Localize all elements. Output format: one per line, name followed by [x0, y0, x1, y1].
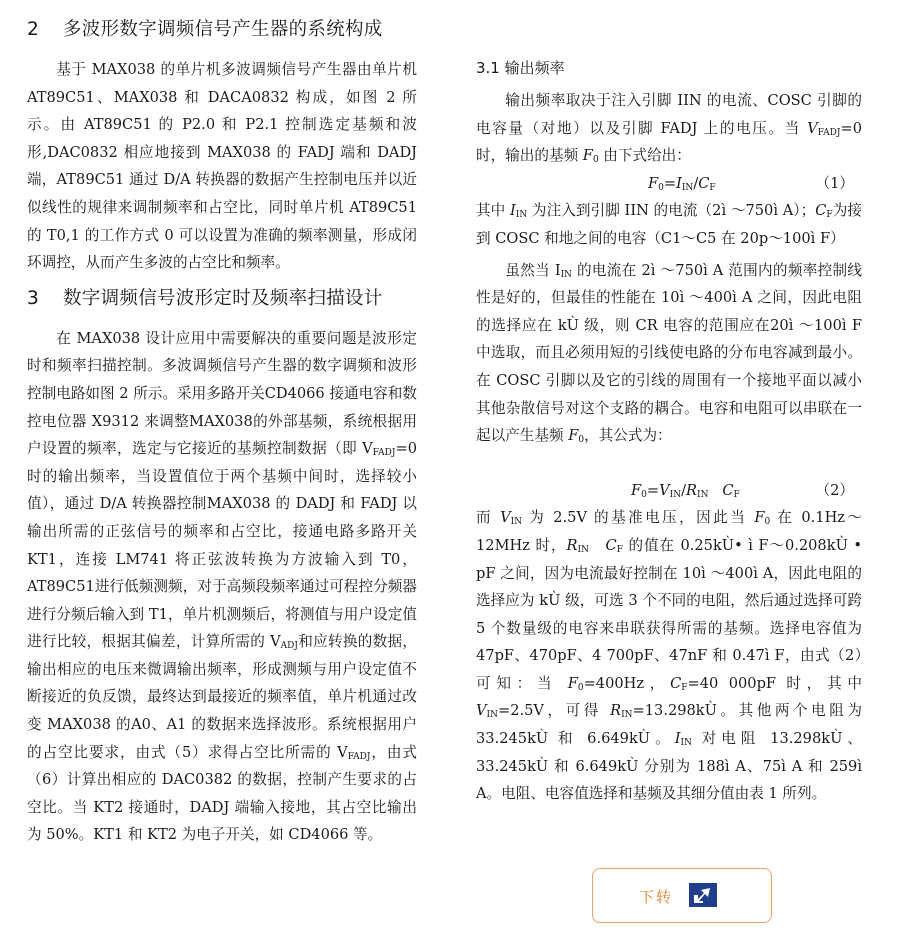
- p2-text-c: 为接到 COSC 和地之间的电容（C1～C5 在 20p～100ì F）: [476, 202, 862, 247]
- subsection-3-1-title: 3.1 输出频率: [476, 59, 565, 77]
- p2-text-b: 为注入到引脚 IIN 的电流（2ì ～750ì A）；: [527, 202, 816, 220]
- paragraph-output-frequency: 输出频率取决于注入引脚 IIN 的电流、COSC 引脚的电容量（对地）以及引脚 FADJ 上的电压。当 $V_{FADJ}=0$ 时，输出的基频 $F_0$ 由下式给出：: [476, 92, 862, 166]
- section-3-paragraph: 在 MAX038 设计应用中需要解决的重要问题是波形定时和频率扫描控制。多波调频信号产生器的数字调频和波形控制电路如图 2 所示。采用多路开关CD4066 接通电容和数控电位器 X9312 来调整MAX038的外部基频，系统根据用户设置的频率，选定与它接近的基频控制数据（即 $V_{FADJ}=0$ 时的输出频率，当设置值位于两个基频中间时，选择较小值），通过 D/A 转换器控制MAX038 的 DADJ 和 FADJ 以输出所需的正弦信号的频率和占空比，接通电路多路开关 KT1，连接 LM741 将正弦波转换为方波输入到 T0，AT89C51进行低频测频，对于高频段频率通过可程控分频器进行分频后输入到 T1，单片机测频后，将测值与用户设定值进行比较，根据其偏差，计算所需的 $V_{ADJ}$和应转换的数据，输出相应的电压来微调输出频率，形成测频与用户设定值不断接近的负反馈，最终达到最接近的频率值，单片机通过改变 MAX038 的A0、A1 的数据来选择波形。系统根据用户的占空比要求，由式（5）求得占空比所需的 $V_{FADJ}$，由式（6）计算出相应的 DAC0382 的数据，控制产生要求的占空比。当 KT2 接通时，DADJ 端输入接地，其占空比输出为 50%。KT1 和 KT2 为电子开关，如 CD4066 等。: [27, 329, 417, 844]
- paragraph-linearity: 虽然当 $I_{IN}$ 的电流在 2ì ～750ì A 范围内的频率控制线性是好的，但最佳的性能在 10ì ～400ì A 之间，因此电阻的选择应在 kÙ 级，则 CR 电容的范围应在20ì ～100ì F 中选取，而且必须用短的引线使电路的分布电容减到最小。在 COSC 引脚以及它的引线的周围有一个接地平面以减小其他杂散信号对这个支路的耦合。电容和电阻可以串联在一起以产生基频 $F_0$，其公式为：: [476, 261, 862, 446]
- p4-text-e: =400Hz，: [583, 674, 671, 692]
- section-3-text-c: 和应转换的数据，输出相应的电压来微调输出频率，形成测频与用户设定值不断接近的负反馈，最终达到最接近的频率值，单片机通过改变 MAX038 的A0、A1 的数据来选择波形。系统根据用户的占空比要求，由式（5）求得占空比所需的: [27, 633, 417, 761]
- p1-sub: FADJ: [817, 127, 841, 138]
- p2-text-a: 其中: [476, 202, 511, 220]
- section-2-number: 2: [27, 19, 40, 40]
- p1-text-b: =0 时，输出的基频: [476, 119, 862, 165]
- section-3-heading: [27, 285, 417, 313]
- equation-1-tag: （1）: [815, 174, 854, 192]
- section-3-text-d: ，由式（6）计算出相应的 DAC0382 的数据，控制产生要求的占空比。当 KT2 接通时，DADJ 端输入接地，其占空比输出为 50%。KT1 和 KT2 为电子开关，如 CD4066 等。: [27, 743, 417, 844]
- section-3-number: 3: [27, 287, 40, 309]
- section-3-text-a: 在 MAX038 设计应用中需要解决的重要问题是波形定时和频率扫描控制。多波调频信号产生器的数字调频和波形控制电路如图 2 所示。采用多路开关CD4066 接通电容和数控电位器 X9312 来调整MAX038的外部基频，系统根据用户设置的频率，选定与它接近的基频控制数据（即: [27, 329, 417, 458]
- vfadj-sub-2: FADJ: [347, 751, 371, 762]
- page-turn-icon: [689, 883, 717, 907]
- paragraph-resistor-selection: 而 $V_{IN}$ 为 2.5V 的基准电压，因此当 $F_0$ 在 0.1Hz～12MHz 时，$R_{IN}$ $C_F$ 的值在 0.25kÙ• ì F～0.208kÙ • pF 之间，因为电流最好控制在 10ì ～400ì A，因此电阻的选择应为 kÙ 级，可选 3 个不同的电阻，然后通过选择可跨 5 个数量级的电容来串联获得所需的基频。选择电容值为 47pF、470pF、4 700pF、47nF 和 0.47ì F，由式（2）可知：当 $F_0=400Hz$，$C_F=40$ 000pF 时，其中 $V_{IN}=2.5V$，可得 $R_{IN}=13.298kÙ$。其他两个电阻为 33.245kÙ 和 6.649kÙ。$I_{IN}$ 对电阻 13.298kÙ、33.245kÙ 和 6.649kÙ 分别为 188ì A、75ì A 和 259ì A。电阻、电容值选择和基频及其细分值由表 1 所列。: [476, 509, 863, 803]
- p3-text-b: 的电流在 2ì ～750ì A 范围内的频率控制线性是好的，但最佳的性能在 10ì ～400ì A 之间，因此电阻的选择应在 kÙ 级，则 CR 电容的范围应在20ì ～100ì F 中选取，而且必须用短的引线使电路的分布电容减到最小。在 COSC 引脚以及它的引线的周围有一个接地平面以减小其他杂散信号对这个支路的耦合。电容和电阻可以串联在一起以产生基频: [476, 261, 862, 445]
- p4-text-c: 在 0.1Hz～12MHz 时，: [476, 509, 863, 554]
- paragraph-iin-cf: 其中 $I_{IN}$ 为注入到引脚 IIN 的电流（2ì ～750ì A）；$C_F$为接到 COSC 和地之间的电容（C1～C5 在 20p～100ì F）: [476, 202, 862, 247]
- continued-label: 下转: [639, 888, 674, 906]
- continued-next-button[interactable]: [592, 868, 772, 923]
- p3-text-a: 虽然当 I: [505, 261, 561, 279]
- p4-text-f: =40 000pF 时，其中: [687, 674, 862, 692]
- p4-text-d: 的值在 0.25kÙ• ì F～0.208kÙ • pF 之间，因为电流最好控制在 10ì ～400ì A，因此电阻的选择应为 kÙ 级，可选 3 个不同的电阻，然后通过选择可跨 5 个数量级的电容来串联获得所需的基频。选择电容值为 47pF、470pF、4 700pF、47nF 和 0.47ì F，由式（2）可知：当: [476, 536, 863, 692]
- p4-text-a: 而: [476, 509, 501, 527]
- p3-text-c: ，其公式为：: [584, 427, 672, 445]
- p4-text-h: =13.298kÙ。其他两个电阻为 33.245kÙ 和 6.649kÙ。: [476, 702, 862, 748]
- p1-text-c: 由下式给出：: [598, 147, 691, 165]
- p1-text-a: 输出频率取决于注入引脚 IIN 的电流、COSC 引脚的电容量（对地）以及引脚 FADJ 上的电压。当: [476, 92, 862, 137]
- section-3-text-b: =0 时的输出频率，当设置值位于两个基频中间时，选择较小值），通过 D/A 转换器控制MAX038 的 DADJ 和 FADJ 以输出所需的正弦信号的频率和占空比，接通电路多路开关 KT1，连接 LM741 将正弦波转换为方波输入到 T0，AT89C51进行低频测频，对于高频段频率通过可程控分频器进行分频后输入到 T1，单片机测频后，将测值与用户设定值进行比较，根据其偏差，计算所需的: [27, 440, 417, 651]
- p4-text-g: =2.5V，可得: [497, 702, 611, 720]
- p4-text-b: 为 2.5V 的基准电压，因此当: [522, 509, 755, 527]
- right-column: [476, 55, 862, 808]
- vfadj-sub: FADJ: [372, 448, 396, 459]
- equation-2-tag: （2）: [815, 481, 854, 499]
- p1-f0-sub: 0: [592, 155, 599, 166]
- p4-text-i: 对电阻 13.298kÙ、33.245kÙ 和 6.649kÙ 分别为 188ì A、75ì A 和 259ì A。电阻、电容值选择和基频及其细分值由表 1 所列。: [476, 730, 862, 803]
- equation-1: $F_0=I_{IN}/C_F$ （1）: [476, 170, 862, 198]
- vadj-sub: ADJ: [280, 641, 298, 652]
- section-2-heading: [27, 16, 417, 44]
- section-3-title: 数字调频信号波形定时及频率扫描设计: [63, 287, 383, 309]
- equation-2: $F_0=V_{IN}/R_{IN}$ $C_F$ （2）: [476, 477, 862, 505]
- left-column: [27, 16, 417, 849]
- section-2-title: 多波形数字调频信号产生器的系统构成: [63, 19, 383, 40]
- section-2-paragraph: 基于 MAX038 的单片机多波调频信号产生器由单片机 AT89C51、MAX038 和 DACA0832 构成，如图 2 所示。由 AT89C51 的 P2.0 和 P2.1 控制选定基频和波形,DAC0832 相应地接到 MAX038 的 FADJ 端和 DADJ 端，AT89C51 通过 D/A 转换器的数据产生控制电压并以近似线性的规律来调制频率和占空比，同时单片机 AT89C51 的 T0,1 的工作方式 0 可以设置为准确的频率测量，形成闭环调控，从而产生多波的占空比和频率。: [27, 61, 417, 272]
